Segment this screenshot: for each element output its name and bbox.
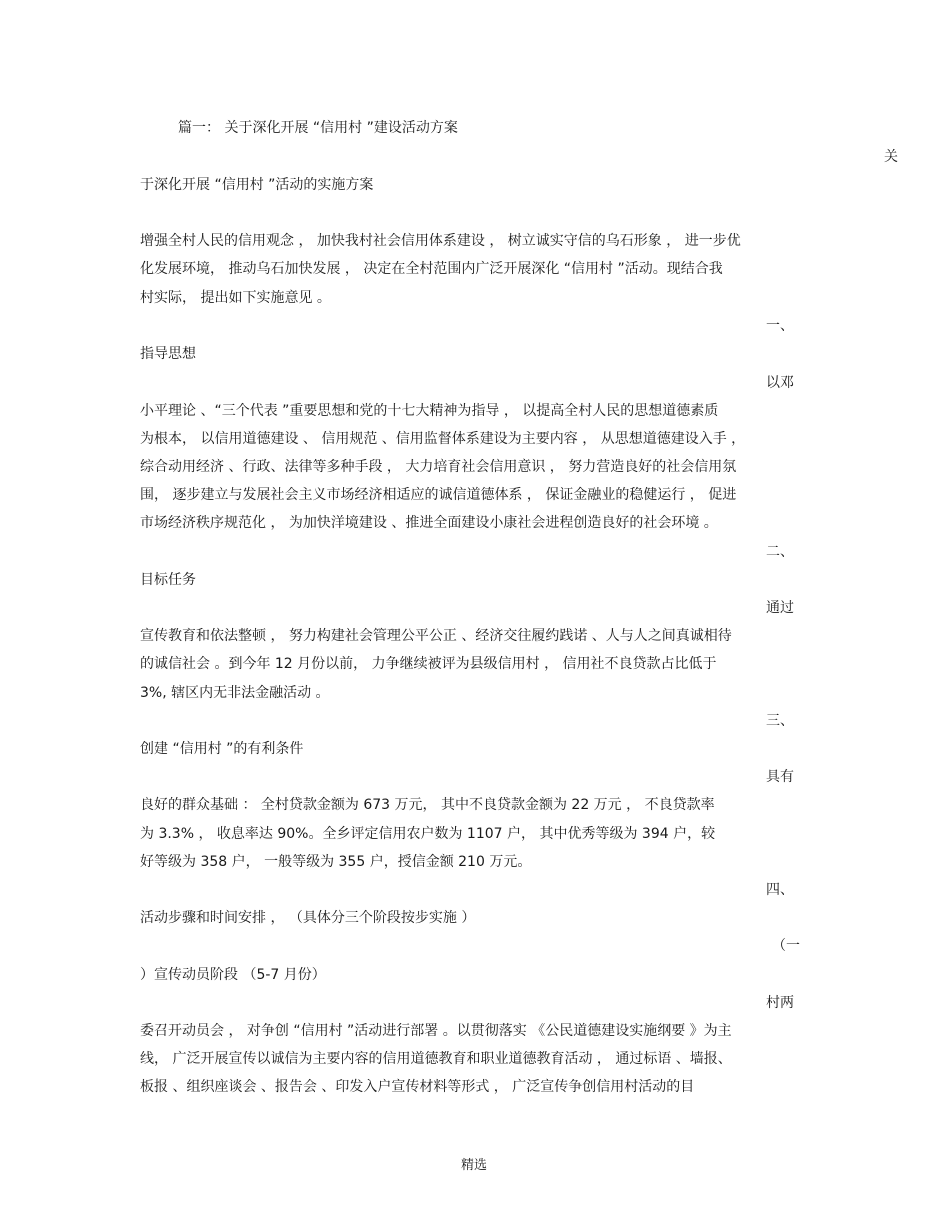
subsection-number: （一 bbox=[772, 938, 800, 954]
body-line: 市场经济秩序规范化 ， 为加快洋境建设 、推进全面建设小康社会进程创造良好的社会环境 。 bbox=[140, 515, 718, 531]
section-number: 一、 bbox=[766, 318, 794, 334]
body-line: 良好的群众基础 ： 全村贷款金额为 673 万元， 其中不良贷款金额为 22 万元 ， 不良贷款率 bbox=[140, 797, 715, 813]
paragraph-lead: 通过 bbox=[766, 600, 794, 616]
body-line: 宣传教育和依法整顿 ， 努力构建社会管理公平公正 、经济交往履约践诺 、人与人之间真诚相待 bbox=[140, 628, 732, 644]
plan-heading: 于深化开展 “信用村 ”活动的实施方案 bbox=[140, 177, 374, 193]
body-line: 线， 广泛开展宣传以诚信为主要内容的信用道德教育和职业道德教育活动 ， 通过标语 、墙报、 bbox=[140, 1051, 732, 1067]
body-line: 小平理论 、“三个代表 ”重要思想和党的十七大精神为指导 ， 以提高全村人民的思想道德素质 bbox=[140, 403, 719, 419]
section-number: 三、 bbox=[766, 713, 794, 729]
section-title: 创建 “信用村 ”的有利条件 bbox=[140, 741, 304, 757]
heading-fragment: 关 bbox=[884, 149, 898, 165]
body-line: 围， 逐步建立与发展社会主义市场经济相适应的诚信道德体系 ， 保证金融业的稳健运行 ， 促进 bbox=[140, 487, 737, 503]
body-line: 3%, 辖区内无非法金融活动 。 bbox=[140, 685, 330, 701]
paragraph-lead: 具有 bbox=[766, 769, 794, 785]
body-line: 为根本， 以信用道德建设 、 信用规范 、信用监督体系建设为主要内容 ， 从思想道德建设入手 ， bbox=[140, 431, 746, 447]
body-line: 好等级为 358 户， 一般等级为 355 户，授信金额 210 万元。 bbox=[140, 854, 532, 870]
section-number: 二、 bbox=[766, 544, 794, 560]
subsection-title: ）宣传动员阶段 （5-7 月份） bbox=[140, 967, 326, 983]
body-line: 的诚信社会 。到今年 12 月份以前， 力争继续被评为县级信用村 ， 信用社不良贷款占比低于 bbox=[140, 656, 717, 672]
section-title: 指导思想 bbox=[140, 346, 196, 362]
body-line: 委召开动员会 ， 对争创 “信用村 ”活动进行部署 。以贯彻落实 《公民道德建设实施纲要 》为主 bbox=[140, 1023, 732, 1039]
body-line: 为 3.3% ， 收息率达 90%。全乡评定信用农户数为 1107 户， 其中优秀等级为 394 户，较 bbox=[140, 826, 716, 842]
body-line: 综合动用经济 、行政、法律等多种手段 ， 大力培育社会信用意识 ， 努力营造良好的社会信用氛 bbox=[140, 459, 737, 475]
page-footer: 精选 bbox=[461, 1158, 488, 1173]
intro-line: 化发展环境， 推动乌石加快发展 ， 决定在全村范围内广泛开展深化 “信用村 ”活动。现结合我 bbox=[140, 261, 723, 277]
intro-line: 村实际， 提出如下实施意见 。 bbox=[140, 290, 331, 306]
body-line: 板报 、组织座谈会 、报告会 、印发入户宣传材料等形式 ， 广泛宣传争创信用村活动的目 bbox=[140, 1079, 695, 1095]
paragraph-lead: 以邓 bbox=[766, 375, 794, 391]
section-number: 四、 bbox=[766, 882, 794, 898]
section-title: 目标任务 bbox=[140, 572, 196, 588]
paragraph-lead: 村两 bbox=[766, 995, 794, 1011]
section-title: 活动步骤和时间安排 ， （具体分三个阶段按步实施 ） bbox=[140, 910, 476, 926]
document-title: 篇一： 关于深化开展 “信用村 ”建设活动方案 bbox=[178, 120, 458, 136]
intro-line: 增强全村人民的信用观念 ， 加快我村社会信用体系建设 ， 树立诚实守信的乌石形象 ， 进一步优 bbox=[140, 233, 741, 249]
